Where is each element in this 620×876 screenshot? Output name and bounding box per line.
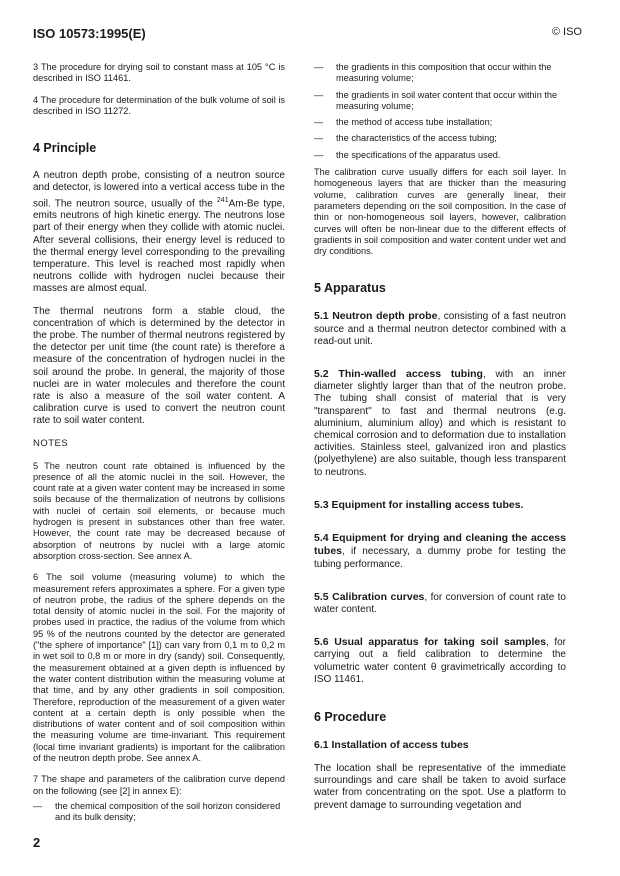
notes-label: NOTES: [33, 437, 69, 449]
list-item: — the chemical composition of the soil horizon considered and its bulk density;: [33, 801, 285, 824]
document-id: ISO 10573:1995(E): [33, 26, 146, 41]
clause-5-6: 5.6 Usual apparatus for taking soil samples, for carrying out a field calibration to determine the volumetric water content θ gravimetrically according to ISO 11461.: [314, 636, 566, 685]
copyright-mark: © ISO: [551, 26, 582, 38]
note-7: 7 The shape and parameters of the calibration curve depend on the following (see [2] in annex E):: [33, 774, 285, 796]
note-4: 4 The procedure for determination of the bulk volume of soil is described in ISO 11272.: [33, 94, 285, 116]
clause-5-5: 5.5 Calibration curves, for conversion of count rate to water content.: [314, 590, 566, 615]
list-item: — the method of access tube installation;: [314, 117, 566, 128]
principle-paragraph-1: A neutron depth probe, consisting of a neutron source and detector, is lowered into a vertical access tube in the soil. The neutron source, usually of the $^{241}$Am-Be type, emits neutrons of high kinetic energy. The neutrons lose part of their energy when they collide with atomic nuclei. After several collisions, their energy level is reduced to the thermal energy level corresponding to the prevailing temperature. This level is reached most rapidly when neutrons collide with hydrogen nuclei because their masses are almost equal.: [33, 170, 285, 295]
clause-5-2: 5.2 Thin-walled access tubing, with an inner diameter slightly larger than that of the neutron probe. The tubing shall consist of material that is very "transparent" to fast and thermal neutrons (e.g. aluminium, aluminium alloy) and which is resistant to chemical corrosion and to deformation due to installation activities. Stainless steel, galvanized iron and plastics (polyethylene) are also suitable, though less transparent to neutrons.: [314, 368, 566, 478]
note-5: 5 The neutron count rate obtained is influenced by the presence of all the atomic nuclei in the soil. However, the count rate at a given water content may be increased in some soils because of the thermalization of neutrons by collisions with nuclei of certain soil elements, or because much hydrogen is present in substances other than free water. However, the count rate may be decreased because of absorption of neutrons by nuclei with a large atomic absorption cross-section. See annex A.: [33, 460, 285, 561]
list-item: — the characteristics of the access tubing;: [314, 133, 566, 144]
left-column: [33, 62, 285, 829]
section-4-heading: 4 Principle: [33, 141, 97, 156]
calibration-factor-list: [314, 62, 566, 161]
list-item: — the gradients in soil water content that occur within the measuring volume;: [314, 90, 566, 113]
page-number: 2: [33, 835, 41, 850]
clause-5-1: 5.1 Neutron depth probe, consisting of a fast neutron source and a thermal neutron detector combined with a read-out unit.: [314, 310, 566, 347]
clause-6-1-heading: 6.1 Installation of access tubes: [314, 738, 469, 751]
clause-6-1-text: The location shall be representative of the immediate surroundings and care shall be taken to avoid surface water from concentrating on the spot. Use a platform to prevent damage to surrounding vegetation and: [314, 762, 566, 811]
list-item: — the specifications of the apparatus used.: [314, 150, 566, 161]
isotope-superscript: 241: [216, 196, 229, 204]
calibration-paragraph: The calibration curve usually differs for each soil layer. In homogeneous layers that are thicker than the measuring volume, calibration curves are generally linear, their parameters depending on the soil composition. In the case of thin or non-homogeneous soil layers, however, calibration curves will often be non-linear due to the different effects of gradients in soil composition and water content under wet and dry conditions.: [314, 167, 566, 257]
right-column: [314, 62, 566, 822]
section-6-heading: 6 Procedure: [314, 709, 387, 724]
clause-5-3: 5.3 Equipment for installing access tubes.: [314, 498, 524, 511]
note-3: 3 The procedure for drying soil to constant mass at 105 °C is described in ISO 11461.: [33, 62, 285, 84]
clause-5-4: 5.4 Equipment for drying and cleaning the access tubes, if necessary, a dummy probe for testing the tubing performance.: [314, 532, 566, 570]
note-6: 6 The soil volume (measuring volume) to which the measurement refers approximates a sphere. For a given type of neutron probe, the radius of the sphere depends on the total density of atomic nuclei in the soil. For the majority of probes used in practice, the radius of the volume from which 95 % of the neutrons counted by the detector are generated ("the sphere of importance" [1]) can vary from 0,1 m to 0,2 m in wet soil to 0,8 m or more in dry (sandy) soil. Consequently, the measurement obtained at a given depth is influenced by the water content distribution within the measuring volume at that time, and by any other gradients in soil composition. Therefore, reproduction of the measurement of a given water content at a certain depth is only possible when the distributions of water content and of soil composition within the measuring volume are time-invariant. This requirement (local time invariant gradients) is important for the calibration of the neutron depth probe. See annex A.: [33, 572, 285, 763]
note-7-list: [33, 801, 285, 824]
principle-paragraph-2: The thermal neutrons form a stable cloud, the concentration of which is determined by the detector in the probe. The number of thermal neutrons registered by the detector per unit time (the count rate) is therefore a measure of the concentration of hydrogen nuclei in the soil around the probe. In general, the majority of those nuclei are in water molecules and therefore the count rate is also a measure of the soil water content. A calibration curve is used to convert the neutron count rate to soil water content.: [33, 305, 285, 427]
list-item: — the gradients in this composition that occur within the measuring volume;: [314, 62, 566, 85]
section-5-heading: 5 Apparatus: [314, 281, 386, 296]
